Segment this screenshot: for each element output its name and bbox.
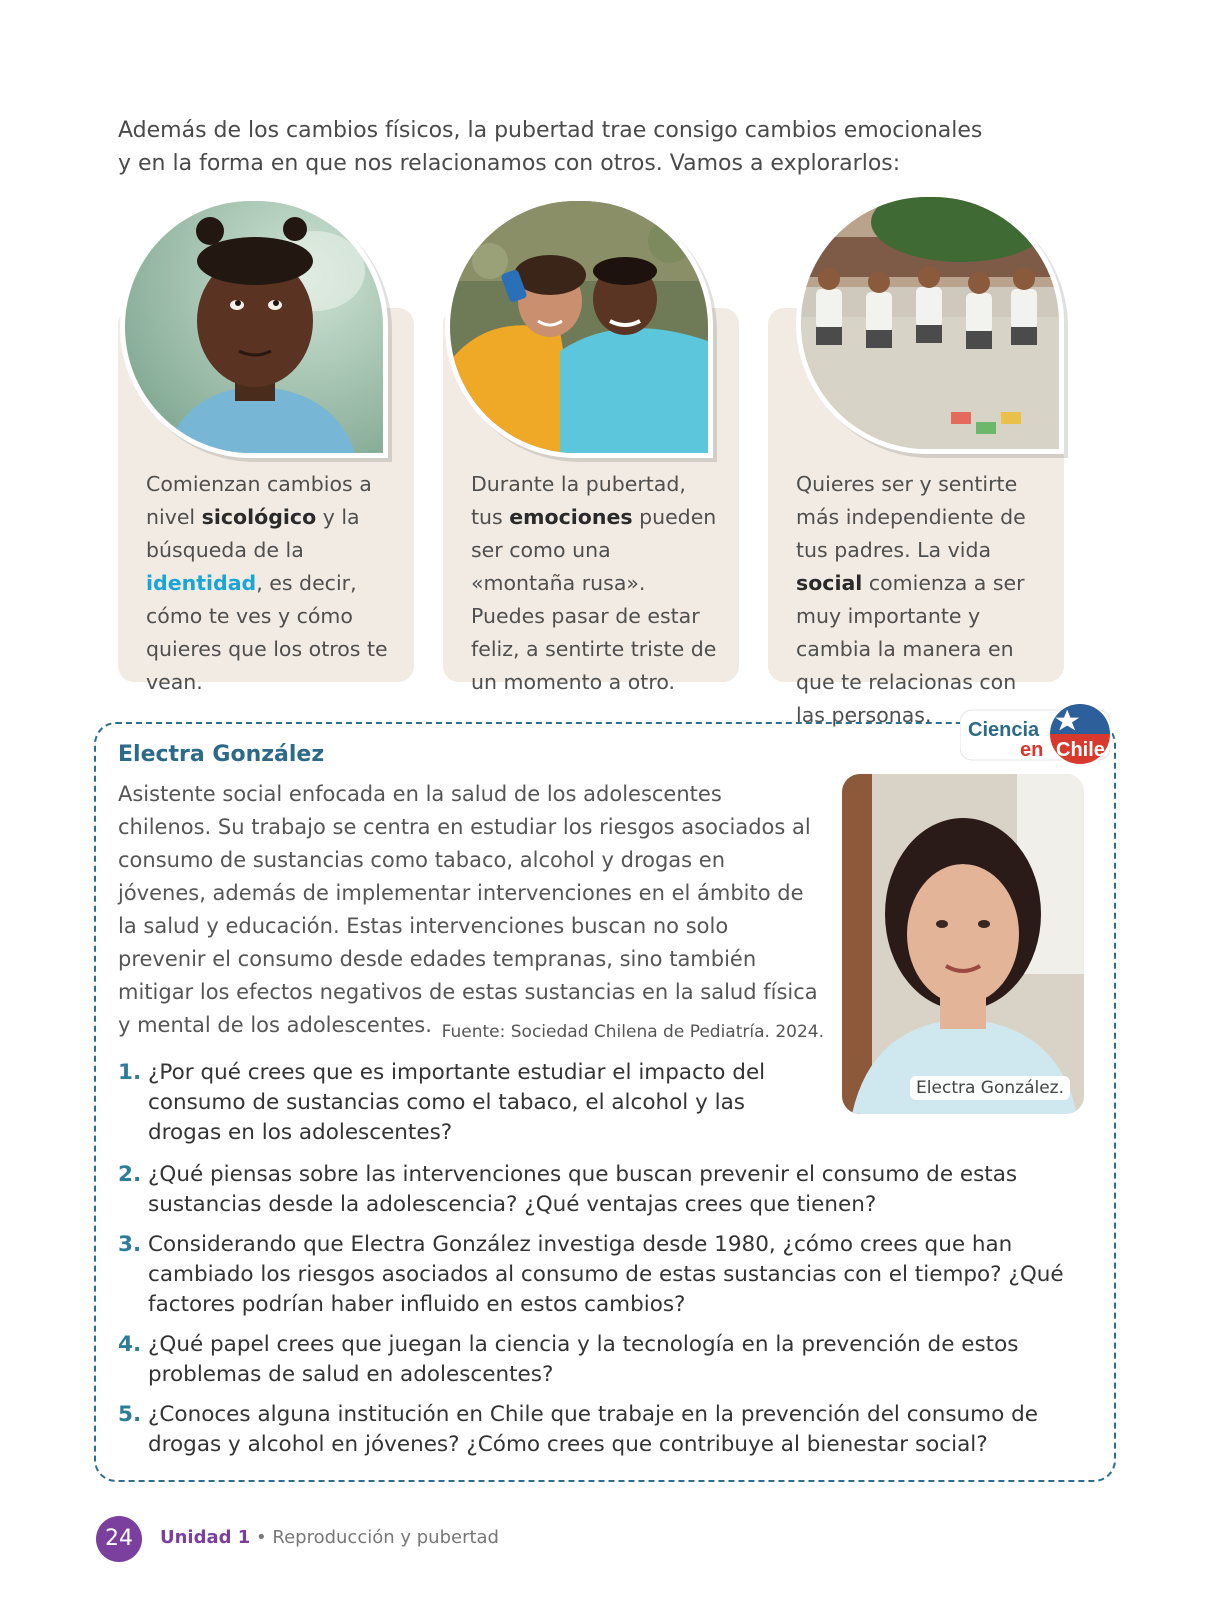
card-psychological xyxy=(118,308,414,694)
keyword-identidad: identidad xyxy=(146,571,257,595)
photo-kids-illustration xyxy=(450,201,708,453)
question-text: ¿Qué papel crees que juegan la ciencia y la tecnología en la prevención de estos problemas de salud en adolescentes? xyxy=(148,1332,1019,1387)
photo-running-illustration xyxy=(801,197,1059,449)
card-text-social: Quieres ser y sentirte más independiente de tus padres. La vida social comienza a ser muy importante y cambia la manera en que te relacionas con las personas. xyxy=(796,472,1026,727)
question-text: Considerando que Electra González investiga desde 1980, ¿cómo crees que han cambiado los riesgos asociados al consumo de estas sustancias con el tiempo? ¿Qué factores podrían haber influido en estos cambios? xyxy=(148,1232,1064,1317)
profile-bio: Asistente social enfocada en la salud de los adolescentes chilenos. Su trabajo se centra en estudiar los riesgos asociados al consumo de sustancias como tabaco, alcohol y drogas en jóvenes, además de implementar intervenciones en el ámbito de la salud y educación. Estas intervenciones buscan no solo prevenir el consumo desde edades tempranas, sino también mitigar los efectos negativos de estas sustancias en la salud física y mental de los adolescentes. xyxy=(118,782,818,1037)
question-text: ¿Qué piensas sobre las intervenciones que buscan prevenir el consumo de estas sustancias desde la adolescencia? ¿Qué ventajas crees que tienen? xyxy=(148,1162,1018,1217)
photo-girl-looking-up xyxy=(120,196,388,458)
keyword-social: social xyxy=(796,571,863,595)
card-text-psychological: Comienzan cambios a nivel sicológico y la búsqueda de la identidad, es decir, cómo te ves y cómo quieres que los otros te vean. xyxy=(146,472,388,694)
question-number: 5. xyxy=(118,1402,142,1427)
question-number: 1. xyxy=(118,1060,142,1085)
keyword-sicologico: sicológico xyxy=(201,505,317,529)
question-number: 3. xyxy=(118,1232,142,1257)
keyword-emociones: emociones xyxy=(509,505,633,529)
intro-paragraph xyxy=(118,114,1038,180)
question-5 xyxy=(118,1400,1088,1460)
footer-unit: Unidad 1 xyxy=(160,1527,251,1548)
card-emotional xyxy=(443,308,739,694)
question-3 xyxy=(118,1230,1088,1320)
intro-line-2: y en la forma en que nos relacionamos con otros. Vamos a explorarlos: xyxy=(118,151,901,176)
badge-text-en: en xyxy=(1020,739,1044,761)
intro-line-1: Además de los cambios físicos, la pubertad trae consigo cambios emocionales xyxy=(118,118,983,143)
question-list xyxy=(118,1058,1088,1460)
badge-text-chile: Chile xyxy=(1056,739,1105,761)
page-number: 24 xyxy=(96,1516,142,1562)
profile-source: Fuente: Sociedad Chilena de Pediatría. 2024. xyxy=(441,1022,824,1042)
question-text: ¿Por qué crees que es importante estudiar el impacto del consumo de sustancias como el tabaco, el alcohol y las drogas en los adolescentes? xyxy=(148,1060,766,1145)
ciencia-en-chile-badge xyxy=(960,700,1120,770)
portrait-caption: Electra González. xyxy=(910,1076,1070,1100)
photo-kids-running xyxy=(796,192,1064,454)
footer-topic: Reproducción y pubertad xyxy=(272,1527,499,1548)
question-4 xyxy=(118,1330,1088,1390)
profile-name: Electra González xyxy=(118,742,325,767)
footer-running-head xyxy=(160,1527,499,1548)
question-1 xyxy=(118,1058,818,1148)
question-number: 4. xyxy=(118,1332,142,1357)
question-number: 2. xyxy=(118,1162,142,1187)
question-text: ¿Conoces alguna institución en Chile que trabaje en la prevención del consumo de drogas y alcohol en jóvenes? ¿Cómo crees que contribuye al bienestar social? xyxy=(148,1402,1038,1457)
question-2 xyxy=(118,1160,1088,1220)
card-social xyxy=(768,308,1064,727)
photo-kids-selfie xyxy=(445,196,713,458)
photo-girl-illustration xyxy=(125,201,383,453)
card-text-emotional: Durante la pubertad, tus emociones pueden ser como una «montaña rusa». Puedes pasar de estar feliz, a sentirte triste de un momento a otro. xyxy=(471,472,717,694)
footer-separator: • xyxy=(250,1527,273,1548)
badge-text-ciencia: Ciencia xyxy=(968,719,1040,741)
ciencia-en-chile-logo xyxy=(960,700,1120,770)
